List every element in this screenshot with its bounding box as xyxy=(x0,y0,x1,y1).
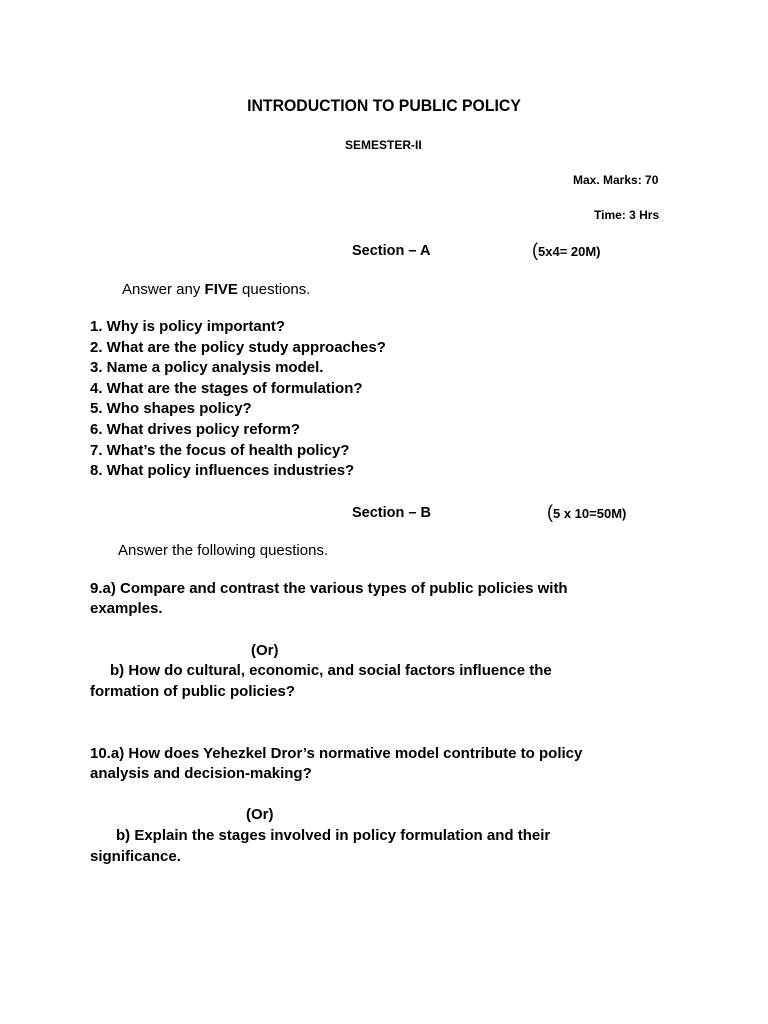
question-5: 5. Who shapes policy? xyxy=(90,400,252,418)
question-10b-line-2: significance. xyxy=(90,848,181,865)
question-1: 1. Why is policy important? xyxy=(90,318,286,335)
section-b-marks xyxy=(547,502,626,523)
or-separator-1: (Or) xyxy=(251,642,279,659)
instruction-pre: Answer any xyxy=(122,281,205,298)
section-a-marks-paren: ( xyxy=(532,240,538,260)
time-label: Time: 3 Hrs xyxy=(594,208,660,222)
question-8: 8. What policy influences industries? xyxy=(90,462,355,480)
question-9a-line-1: 9.a) Compare and contrast the various types of public policies with xyxy=(90,580,568,597)
question-10a-line-2: analysis and decision-making? xyxy=(90,765,312,782)
section-a-marks xyxy=(532,240,601,261)
question-7: 7. What’s the focus of health policy? xyxy=(90,441,350,459)
question-2: 2. What are the policy study approaches? xyxy=(90,338,386,356)
question-9b-line-2: formation of public policies? xyxy=(90,683,296,700)
question-10a-line-1: 10.a) How does Yehezkel Dror’s normative model contribute to policy xyxy=(90,745,583,762)
section-b-title: Section – B xyxy=(352,505,431,521)
instruction-five: FIVE xyxy=(204,281,238,298)
section-a-marks-value: 5x4= 20M) xyxy=(538,244,601,259)
question-9b-line-1: b) How do cultural, economic, and social factors influence the xyxy=(110,662,552,679)
section-a-title: Section – A xyxy=(352,243,431,259)
instruction-post: questions. xyxy=(237,281,311,298)
max-marks-label: Max. Marks: 70 xyxy=(573,173,659,187)
section-b-marks-paren: ( xyxy=(547,502,553,522)
question-10b-line-1: b) Explain the stages involved in policy formulation and their xyxy=(116,827,551,844)
or-separator-2: (Or) xyxy=(246,806,274,823)
question-3: 3. Name a policy analysis model. xyxy=(90,359,324,377)
question-4: 4. What are the stages of formulation? xyxy=(90,379,363,397)
semester-label: SEMESTER-II xyxy=(345,138,422,152)
question-6: 6. What drives policy reform? xyxy=(90,420,301,438)
section-a-instruction xyxy=(122,281,310,298)
question-9a-line-2: examples. xyxy=(90,600,163,617)
section-b-marks-value: 5 x 10=50M) xyxy=(553,506,627,521)
page-title: INTRODUCTION TO PUBLIC POLICY xyxy=(247,96,521,115)
section-b-instruction: Answer the following questions. xyxy=(118,542,329,559)
section-a-question-list xyxy=(90,317,386,482)
